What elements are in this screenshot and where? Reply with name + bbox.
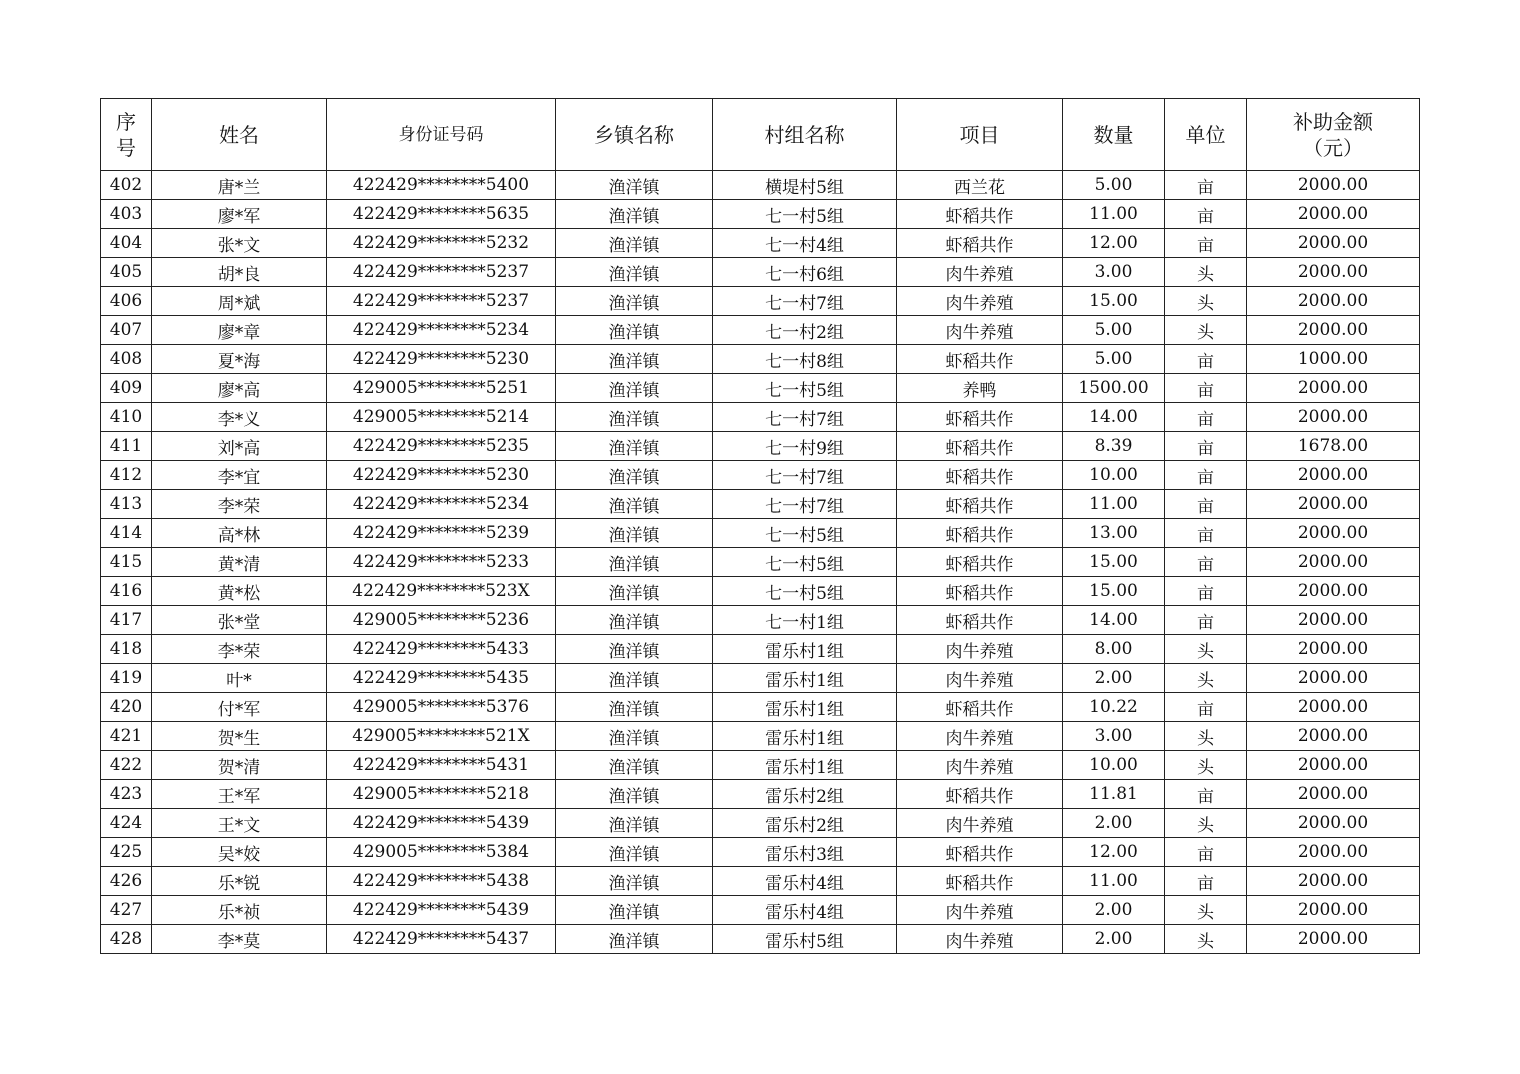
table-row bbox=[101, 229, 1420, 258]
cell-unit: 亩 bbox=[1165, 461, 1247, 490]
cell-subsidy-amount: 2000.00 bbox=[1247, 693, 1420, 722]
table-row bbox=[101, 606, 1420, 635]
cell-name: 廖*章 bbox=[152, 316, 327, 345]
cell-name: 李*荣 bbox=[152, 490, 327, 519]
cell-village: 雷乐村4组 bbox=[713, 896, 897, 925]
cell-id-number: 422429********5438 bbox=[327, 867, 556, 896]
cell-subsidy-amount: 2000.00 bbox=[1247, 896, 1420, 925]
cell-quantity: 15.00 bbox=[1063, 577, 1165, 606]
cell-unit: 亩 bbox=[1165, 693, 1247, 722]
cell-seq: 422 bbox=[101, 751, 152, 780]
cell-unit: 头 bbox=[1165, 258, 1247, 287]
cell-town: 渔洋镇 bbox=[556, 548, 713, 577]
cell-village: 七一村1组 bbox=[713, 606, 897, 635]
cell-subsidy-amount: 2000.00 bbox=[1247, 258, 1420, 287]
cell-quantity: 15.00 bbox=[1063, 287, 1165, 316]
cell-town: 渔洋镇 bbox=[556, 171, 713, 200]
cell-quantity: 1500.00 bbox=[1063, 374, 1165, 403]
cell-project: 虾稻共作 bbox=[897, 200, 1063, 229]
cell-village: 七一村2组 bbox=[713, 316, 897, 345]
cell-id-number: 422429********5235 bbox=[327, 432, 556, 461]
cell-quantity: 14.00 bbox=[1063, 403, 1165, 432]
cell-seq: 425 bbox=[101, 838, 152, 867]
cell-subsidy-amount: 2000.00 bbox=[1247, 316, 1420, 345]
cell-name: 乐*祯 bbox=[152, 896, 327, 925]
cell-subsidy-amount: 2000.00 bbox=[1247, 229, 1420, 258]
cell-unit: 亩 bbox=[1165, 403, 1247, 432]
cell-quantity: 13.00 bbox=[1063, 519, 1165, 548]
cell-seq: 406 bbox=[101, 287, 152, 316]
col-header-town: 乡镇名称 bbox=[556, 99, 713, 171]
cell-village: 雷乐村4组 bbox=[713, 867, 897, 896]
cell-name: 李*宜 bbox=[152, 461, 327, 490]
cell-unit: 亩 bbox=[1165, 229, 1247, 258]
cell-unit: 亩 bbox=[1165, 345, 1247, 374]
cell-subsidy-amount: 2000.00 bbox=[1247, 722, 1420, 751]
cell-unit: 亩 bbox=[1165, 606, 1247, 635]
cell-project: 虾稻共作 bbox=[897, 838, 1063, 867]
cell-town: 渔洋镇 bbox=[556, 403, 713, 432]
cell-subsidy-amount: 2000.00 bbox=[1247, 780, 1420, 809]
cell-unit: 头 bbox=[1165, 664, 1247, 693]
cell-id-number: 422429********5439 bbox=[327, 896, 556, 925]
cell-subsidy-amount: 2000.00 bbox=[1247, 461, 1420, 490]
cell-village: 七一村9组 bbox=[713, 432, 897, 461]
cell-project: 肉牛养殖 bbox=[897, 287, 1063, 316]
col-header-project: 项目 bbox=[897, 99, 1063, 171]
cell-id-number: 422429********5232 bbox=[327, 229, 556, 258]
cell-subsidy-amount: 2000.00 bbox=[1247, 751, 1420, 780]
cell-seq: 409 bbox=[101, 374, 152, 403]
cell-name: 乐*锐 bbox=[152, 867, 327, 896]
cell-subsidy-amount: 1678.00 bbox=[1247, 432, 1420, 461]
cell-project: 虾稻共作 bbox=[897, 867, 1063, 896]
cell-town: 渔洋镇 bbox=[556, 374, 713, 403]
cell-id-number: 422429********5237 bbox=[327, 258, 556, 287]
table-row bbox=[101, 374, 1420, 403]
cell-id-number: 422429********523X bbox=[327, 577, 556, 606]
cell-name: 唐*兰 bbox=[152, 171, 327, 200]
cell-id-number: 422429********5230 bbox=[327, 461, 556, 490]
table-body bbox=[101, 171, 1420, 954]
cell-village: 雷乐村3组 bbox=[713, 838, 897, 867]
cell-unit: 亩 bbox=[1165, 780, 1247, 809]
table-row bbox=[101, 490, 1420, 519]
cell-town: 渔洋镇 bbox=[556, 229, 713, 258]
cell-seq: 411 bbox=[101, 432, 152, 461]
cell-project: 虾稻共作 bbox=[897, 461, 1063, 490]
cell-seq: 403 bbox=[101, 200, 152, 229]
cell-town: 渔洋镇 bbox=[556, 867, 713, 896]
cell-seq: 413 bbox=[101, 490, 152, 519]
table-row bbox=[101, 171, 1420, 200]
table-row bbox=[101, 809, 1420, 838]
cell-unit: 头 bbox=[1165, 287, 1247, 316]
table-row bbox=[101, 838, 1420, 867]
subsidy-table bbox=[100, 98, 1420, 954]
cell-id-number: 429005********5384 bbox=[327, 838, 556, 867]
cell-village: 七一村7组 bbox=[713, 461, 897, 490]
cell-name: 高*林 bbox=[152, 519, 327, 548]
cell-village: 七一村5组 bbox=[713, 374, 897, 403]
cell-seq: 415 bbox=[101, 548, 152, 577]
cell-name: 廖*高 bbox=[152, 374, 327, 403]
cell-seq: 418 bbox=[101, 635, 152, 664]
cell-project: 虾稻共作 bbox=[897, 548, 1063, 577]
cell-quantity: 11.00 bbox=[1063, 490, 1165, 519]
cell-id-number: 422429********5234 bbox=[327, 490, 556, 519]
cell-project: 虾稻共作 bbox=[897, 606, 1063, 635]
cell-quantity: 10.00 bbox=[1063, 751, 1165, 780]
col-header-seq-line2: 号 bbox=[116, 135, 136, 160]
cell-unit: 亩 bbox=[1165, 374, 1247, 403]
col-header-name: 姓名 bbox=[152, 99, 327, 171]
col-header-id-number: 身份证号码 bbox=[327, 99, 556, 171]
cell-project: 肉牛养殖 bbox=[897, 925, 1063, 954]
cell-name: 廖*军 bbox=[152, 200, 327, 229]
table-row bbox=[101, 403, 1420, 432]
cell-id-number: 429005********5214 bbox=[327, 403, 556, 432]
table-row bbox=[101, 287, 1420, 316]
cell-name: 李*义 bbox=[152, 403, 327, 432]
cell-village: 横堤村5组 bbox=[713, 171, 897, 200]
col-header-subsidy-line1: 补助金额 bbox=[1293, 109, 1373, 134]
cell-quantity: 3.00 bbox=[1063, 258, 1165, 287]
cell-village: 雷乐村2组 bbox=[713, 809, 897, 838]
cell-name: 吴*姣 bbox=[152, 838, 327, 867]
cell-subsidy-amount: 2000.00 bbox=[1247, 838, 1420, 867]
cell-quantity: 8.00 bbox=[1063, 635, 1165, 664]
cell-project: 虾稻共作 bbox=[897, 345, 1063, 374]
cell-subsidy-amount: 2000.00 bbox=[1247, 577, 1420, 606]
table-row bbox=[101, 896, 1420, 925]
cell-unit: 亩 bbox=[1165, 577, 1247, 606]
table-row bbox=[101, 693, 1420, 722]
cell-quantity: 2.00 bbox=[1063, 896, 1165, 925]
cell-village: 七一村4组 bbox=[713, 229, 897, 258]
cell-unit: 亩 bbox=[1165, 867, 1247, 896]
cell-name: 李*莫 bbox=[152, 925, 327, 954]
cell-unit: 头 bbox=[1165, 925, 1247, 954]
cell-name: 李*荣 bbox=[152, 635, 327, 664]
table-row bbox=[101, 316, 1420, 345]
cell-id-number: 422429********5234 bbox=[327, 316, 556, 345]
cell-id-number: 422429********5437 bbox=[327, 925, 556, 954]
cell-quantity: 12.00 bbox=[1063, 838, 1165, 867]
cell-quantity: 15.00 bbox=[1063, 548, 1165, 577]
cell-id-number: 422429********5230 bbox=[327, 345, 556, 374]
cell-village: 七一村5组 bbox=[713, 548, 897, 577]
cell-subsidy-amount: 2000.00 bbox=[1247, 548, 1420, 577]
cell-subsidy-amount: 2000.00 bbox=[1247, 809, 1420, 838]
cell-seq: 428 bbox=[101, 925, 152, 954]
cell-subsidy-amount: 2000.00 bbox=[1247, 664, 1420, 693]
cell-seq: 414 bbox=[101, 519, 152, 548]
cell-project: 虾稻共作 bbox=[897, 693, 1063, 722]
cell-project: 养鸭 bbox=[897, 374, 1063, 403]
cell-seq: 427 bbox=[101, 896, 152, 925]
table-row bbox=[101, 664, 1420, 693]
cell-name: 张*文 bbox=[152, 229, 327, 258]
cell-name: 夏*海 bbox=[152, 345, 327, 374]
cell-quantity: 10.22 bbox=[1063, 693, 1165, 722]
cell-name: 王*军 bbox=[152, 780, 327, 809]
cell-subsidy-amount: 2000.00 bbox=[1247, 925, 1420, 954]
cell-seq: 407 bbox=[101, 316, 152, 345]
cell-town: 渔洋镇 bbox=[556, 925, 713, 954]
cell-unit: 头 bbox=[1165, 896, 1247, 925]
table-row bbox=[101, 432, 1420, 461]
cell-town: 渔洋镇 bbox=[556, 490, 713, 519]
col-header-seq-line1: 序 bbox=[116, 109, 136, 134]
cell-project: 虾稻共作 bbox=[897, 490, 1063, 519]
cell-subsidy-amount: 2000.00 bbox=[1247, 200, 1420, 229]
table-row bbox=[101, 548, 1420, 577]
cell-town: 渔洋镇 bbox=[556, 519, 713, 548]
cell-town: 渔洋镇 bbox=[556, 606, 713, 635]
cell-project: 虾稻共作 bbox=[897, 577, 1063, 606]
cell-id-number: 422429********5237 bbox=[327, 287, 556, 316]
cell-quantity: 11.00 bbox=[1063, 200, 1165, 229]
cell-name: 付*军 bbox=[152, 693, 327, 722]
cell-village: 雷乐村1组 bbox=[713, 693, 897, 722]
cell-village: 七一村7组 bbox=[713, 287, 897, 316]
cell-subsidy-amount: 2000.00 bbox=[1247, 287, 1420, 316]
table-row bbox=[101, 722, 1420, 751]
cell-village: 七一村5组 bbox=[713, 200, 897, 229]
cell-quantity: 12.00 bbox=[1063, 229, 1165, 258]
table-row bbox=[101, 519, 1420, 548]
cell-village: 七一村7组 bbox=[713, 403, 897, 432]
cell-seq: 405 bbox=[101, 258, 152, 287]
table-row bbox=[101, 867, 1420, 896]
cell-subsidy-amount: 1000.00 bbox=[1247, 345, 1420, 374]
table-row bbox=[101, 751, 1420, 780]
cell-village: 七一村8组 bbox=[713, 345, 897, 374]
cell-seq: 424 bbox=[101, 809, 152, 838]
cell-town: 渔洋镇 bbox=[556, 287, 713, 316]
cell-unit: 头 bbox=[1165, 635, 1247, 664]
cell-unit: 亩 bbox=[1165, 171, 1247, 200]
cell-unit: 亩 bbox=[1165, 200, 1247, 229]
cell-town: 渔洋镇 bbox=[556, 316, 713, 345]
cell-unit: 头 bbox=[1165, 809, 1247, 838]
cell-unit: 亩 bbox=[1165, 838, 1247, 867]
cell-quantity: 10.00 bbox=[1063, 461, 1165, 490]
cell-unit: 头 bbox=[1165, 751, 1247, 780]
cell-quantity: 5.00 bbox=[1063, 171, 1165, 200]
cell-village: 七一村6组 bbox=[713, 258, 897, 287]
cell-subsidy-amount: 2000.00 bbox=[1247, 171, 1420, 200]
cell-subsidy-amount: 2000.00 bbox=[1247, 867, 1420, 896]
cell-id-number: 429005********5376 bbox=[327, 693, 556, 722]
cell-village: 雷乐村1组 bbox=[713, 635, 897, 664]
cell-unit: 亩 bbox=[1165, 490, 1247, 519]
cell-unit: 亩 bbox=[1165, 548, 1247, 577]
cell-name: 张*堂 bbox=[152, 606, 327, 635]
cell-town: 渔洋镇 bbox=[556, 722, 713, 751]
cell-village: 七一村5组 bbox=[713, 519, 897, 548]
cell-id-number: 422429********5433 bbox=[327, 635, 556, 664]
cell-id-number: 429005********521X bbox=[327, 722, 556, 751]
cell-name: 叶* bbox=[152, 664, 327, 693]
cell-project: 虾稻共作 bbox=[897, 403, 1063, 432]
cell-seq: 402 bbox=[101, 171, 152, 200]
cell-village: 雷乐村1组 bbox=[713, 664, 897, 693]
cell-town: 渔洋镇 bbox=[556, 838, 713, 867]
cell-quantity: 8.39 bbox=[1063, 432, 1165, 461]
cell-village: 雷乐村1组 bbox=[713, 722, 897, 751]
cell-name: 贺*清 bbox=[152, 751, 327, 780]
cell-project: 虾稻共作 bbox=[897, 780, 1063, 809]
cell-quantity: 5.00 bbox=[1063, 345, 1165, 374]
col-header-village: 村组名称 bbox=[713, 99, 897, 171]
cell-town: 渔洋镇 bbox=[556, 432, 713, 461]
table-row bbox=[101, 925, 1420, 954]
table-row bbox=[101, 345, 1420, 374]
col-header-unit: 单位 bbox=[1165, 99, 1247, 171]
cell-seq: 412 bbox=[101, 461, 152, 490]
cell-seq: 408 bbox=[101, 345, 152, 374]
table-row bbox=[101, 200, 1420, 229]
cell-town: 渔洋镇 bbox=[556, 896, 713, 925]
cell-project: 肉牛养殖 bbox=[897, 809, 1063, 838]
cell-town: 渔洋镇 bbox=[556, 809, 713, 838]
header-row bbox=[101, 99, 1420, 171]
cell-town: 渔洋镇 bbox=[556, 461, 713, 490]
col-header-subsidy bbox=[1247, 99, 1420, 171]
cell-seq: 410 bbox=[101, 403, 152, 432]
cell-subsidy-amount: 2000.00 bbox=[1247, 490, 1420, 519]
cell-name: 刘*高 bbox=[152, 432, 327, 461]
cell-id-number: 429005********5236 bbox=[327, 606, 556, 635]
cell-unit: 头 bbox=[1165, 316, 1247, 345]
cell-id-number: 422429********5431 bbox=[327, 751, 556, 780]
cell-town: 渔洋镇 bbox=[556, 200, 713, 229]
cell-unit: 亩 bbox=[1165, 432, 1247, 461]
cell-id-number: 422429********5439 bbox=[327, 809, 556, 838]
cell-quantity: 14.00 bbox=[1063, 606, 1165, 635]
cell-village: 雷乐村1组 bbox=[713, 751, 897, 780]
cell-village: 七一村5组 bbox=[713, 577, 897, 606]
cell-quantity: 5.00 bbox=[1063, 316, 1165, 345]
cell-project: 肉牛养殖 bbox=[897, 722, 1063, 751]
cell-name: 王*文 bbox=[152, 809, 327, 838]
cell-town: 渔洋镇 bbox=[556, 780, 713, 809]
cell-project: 肉牛养殖 bbox=[897, 896, 1063, 925]
cell-id-number: 422429********5239 bbox=[327, 519, 556, 548]
cell-subsidy-amount: 2000.00 bbox=[1247, 403, 1420, 432]
cell-name: 黄*清 bbox=[152, 548, 327, 577]
cell-project: 虾稻共作 bbox=[897, 432, 1063, 461]
cell-seq: 420 bbox=[101, 693, 152, 722]
table-row bbox=[101, 577, 1420, 606]
cell-id-number: 429005********5218 bbox=[327, 780, 556, 809]
cell-village: 雷乐村2组 bbox=[713, 780, 897, 809]
cell-id-number: 422429********5233 bbox=[327, 548, 556, 577]
cell-town: 渔洋镇 bbox=[556, 664, 713, 693]
cell-project: 肉牛养殖 bbox=[897, 635, 1063, 664]
cell-name: 贺*生 bbox=[152, 722, 327, 751]
cell-name: 周*斌 bbox=[152, 287, 327, 316]
cell-quantity: 11.81 bbox=[1063, 780, 1165, 809]
cell-project: 西兰花 bbox=[897, 171, 1063, 200]
cell-id-number: 422429********5400 bbox=[327, 171, 556, 200]
cell-project: 肉牛养殖 bbox=[897, 664, 1063, 693]
cell-seq: 423 bbox=[101, 780, 152, 809]
cell-town: 渔洋镇 bbox=[556, 345, 713, 374]
table-row bbox=[101, 635, 1420, 664]
cell-id-number: 422429********5635 bbox=[327, 200, 556, 229]
cell-seq: 404 bbox=[101, 229, 152, 258]
col-header-subsidy-line2: （元） bbox=[1303, 135, 1363, 160]
cell-seq: 417 bbox=[101, 606, 152, 635]
cell-project: 肉牛养殖 bbox=[897, 258, 1063, 287]
col-header-seq bbox=[101, 99, 152, 171]
cell-name: 黄*松 bbox=[152, 577, 327, 606]
cell-quantity: 2.00 bbox=[1063, 664, 1165, 693]
col-header-quantity: 数量 bbox=[1063, 99, 1165, 171]
cell-quantity: 3.00 bbox=[1063, 722, 1165, 751]
cell-town: 渔洋镇 bbox=[556, 258, 713, 287]
cell-project: 虾稻共作 bbox=[897, 519, 1063, 548]
cell-unit: 头 bbox=[1165, 722, 1247, 751]
cell-id-number: 429005********5251 bbox=[327, 374, 556, 403]
cell-subsidy-amount: 2000.00 bbox=[1247, 374, 1420, 403]
table-row bbox=[101, 258, 1420, 287]
cell-seq: 416 bbox=[101, 577, 152, 606]
cell-quantity: 2.00 bbox=[1063, 925, 1165, 954]
cell-subsidy-amount: 2000.00 bbox=[1247, 519, 1420, 548]
cell-subsidy-amount: 2000.00 bbox=[1247, 606, 1420, 635]
cell-quantity: 11.00 bbox=[1063, 867, 1165, 896]
cell-quantity: 2.00 bbox=[1063, 809, 1165, 838]
cell-town: 渔洋镇 bbox=[556, 751, 713, 780]
cell-subsidy-amount: 2000.00 bbox=[1247, 635, 1420, 664]
table-row bbox=[101, 461, 1420, 490]
cell-project: 肉牛养殖 bbox=[897, 316, 1063, 345]
cell-project: 肉牛养殖 bbox=[897, 751, 1063, 780]
cell-town: 渔洋镇 bbox=[556, 577, 713, 606]
cell-village: 七一村7组 bbox=[713, 490, 897, 519]
cell-seq: 421 bbox=[101, 722, 152, 751]
cell-seq: 419 bbox=[101, 664, 152, 693]
table-row bbox=[101, 780, 1420, 809]
cell-project: 虾稻共作 bbox=[897, 229, 1063, 258]
cell-town: 渔洋镇 bbox=[556, 635, 713, 664]
cell-village: 雷乐村5组 bbox=[713, 925, 897, 954]
cell-unit: 亩 bbox=[1165, 519, 1247, 548]
cell-town: 渔洋镇 bbox=[556, 693, 713, 722]
cell-name: 胡*良 bbox=[152, 258, 327, 287]
cell-id-number: 422429********5435 bbox=[327, 664, 556, 693]
cell-seq: 426 bbox=[101, 867, 152, 896]
